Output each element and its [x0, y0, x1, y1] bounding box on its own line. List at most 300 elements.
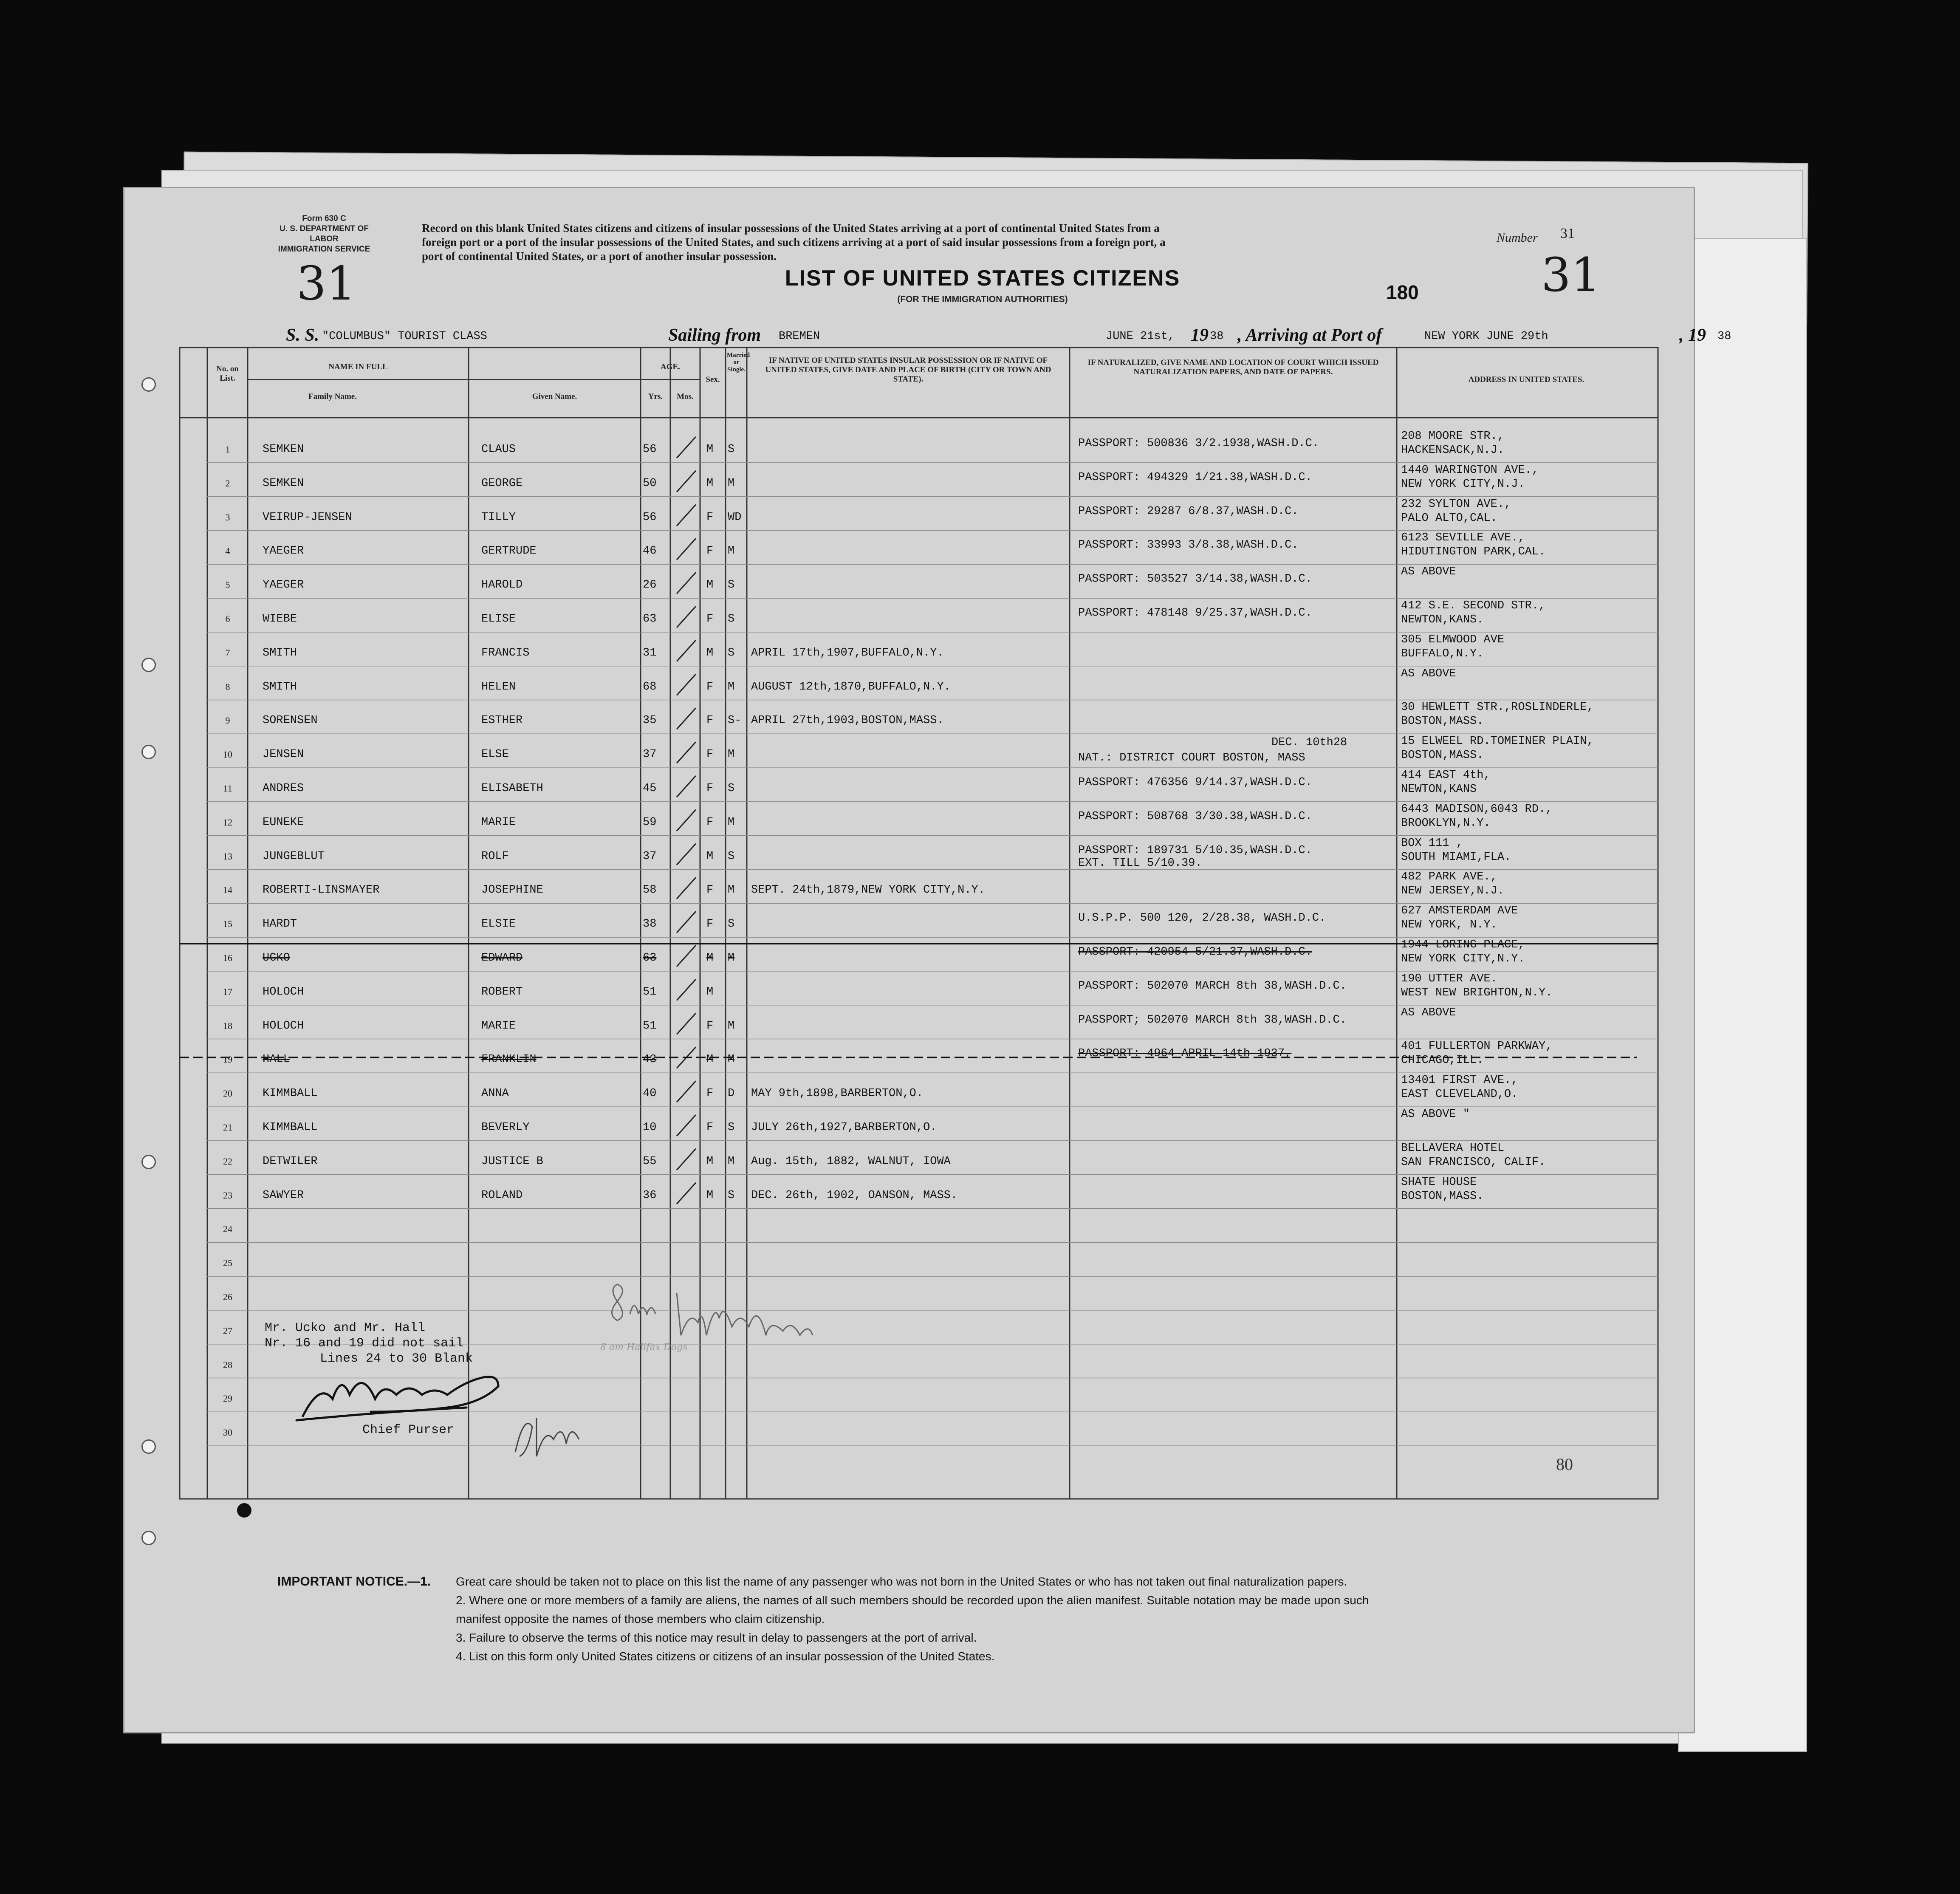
marital-status: S: [728, 918, 735, 931]
family-name: SMITH: [263, 680, 297, 693]
address-line: BOX 111 ,: [1401, 837, 1463, 850]
sailing-from-label: Sailing from: [668, 325, 761, 345]
marital-status: M: [728, 816, 735, 829]
given-name: ANNA: [481, 1087, 509, 1100]
address-line: SHATE HOUSE: [1401, 1176, 1477, 1189]
family-name: KIMMBALL: [263, 1121, 318, 1134]
row-number: 25: [223, 1258, 232, 1269]
family-name: UCKO: [263, 952, 290, 964]
address-line: 15 ELWEEL RD.TOMEINER PLAIN,: [1401, 735, 1594, 748]
family-name: HOLOCH: [263, 985, 304, 998]
row-number: 30: [223, 1427, 232, 1438]
year-prefix: 19: [1191, 325, 1209, 345]
footnote-block: [265, 1320, 473, 1366]
marital-status: S: [728, 1189, 735, 1202]
row-number: 13: [223, 851, 232, 862]
sex: M: [706, 1053, 714, 1066]
birth-info: JULY 26th,1927,BARBERTON,O.: [751, 1121, 937, 1134]
header-naturalized: IF NATURALIZED, GIVE NAME AND LOCATION OF COURT WHICH ISSUED NATURALIZATION PAPERS, AND DATE OF PAPERS.: [1087, 358, 1379, 376]
marital-status: M: [728, 545, 735, 558]
row-number: 24: [223, 1224, 232, 1235]
family-name: YAEGER: [263, 545, 304, 558]
sex: M: [706, 646, 714, 659]
passport-info: PASSPORT: 33993 3/8.38,WASH.D.C.: [1078, 539, 1299, 552]
address: [1401, 531, 1545, 559]
check-mark: [677, 1013, 696, 1035]
birth-info: AUGUST 12th,1870,BUFFALO,N.Y.: [751, 680, 951, 693]
marital-status: M: [728, 680, 735, 693]
given-name: CLAUS: [481, 443, 516, 456]
arrival-year: 38: [1717, 330, 1731, 343]
family-name: SMITH: [263, 646, 297, 659]
given-name: ELSIE: [481, 918, 516, 931]
passport-info: PASSPORT; 502070 MARCH 8th 38,WASH.D.C.: [1078, 1013, 1347, 1026]
department-name: U. S. DEPARTMENT OF LABOR: [280, 224, 369, 243]
address: [1401, 1040, 1552, 1068]
row-number: 27: [223, 1325, 232, 1336]
passport-info: U.S.P.P. 500 120, 2/28.38, WASH.D.C.: [1078, 912, 1326, 925]
given-name: ELSE: [481, 748, 509, 761]
row-number: 3: [225, 512, 230, 523]
age-years: 68: [643, 680, 657, 693]
given-name: BEVERLY: [481, 1121, 530, 1134]
given-name: TILLY: [481, 511, 516, 524]
birth-info: APRIL 27th,1903,BOSTON,MASS.: [751, 714, 944, 727]
address-line: 627 AMSTERDAM AVE: [1401, 905, 1518, 918]
row-number: 28: [223, 1359, 232, 1370]
address: [1401, 633, 1504, 661]
address: [1401, 870, 1504, 898]
row-number: 29: [223, 1393, 232, 1404]
address-line: NEW JERSEY,N.J.: [1401, 885, 1505, 898]
page-number: 80: [1556, 1455, 1573, 1474]
age-years: 10: [643, 1121, 657, 1134]
given-name: GERTRUDE: [481, 545, 537, 558]
sex: M: [706, 443, 714, 456]
family-name: SAWYER: [263, 1189, 304, 1202]
given-name: FRANCIS: [481, 646, 530, 659]
age-years: 63: [643, 952, 657, 964]
address-line: HIDUTINGTON PARK,CAL.: [1401, 546, 1546, 559]
passport-info: PASSPORT: 478148 9/25.37,WASH.D.C.: [1078, 607, 1312, 619]
age-years: 56: [643, 443, 657, 456]
passport-info: PASSPORT: 502070 MARCH 8th 38,WASH.D.C.: [1078, 979, 1347, 992]
row-number: 9: [225, 715, 230, 726]
notice-heading: IMPORTANT NOTICE.—1.: [277, 1575, 431, 1589]
marital-status: S: [728, 1121, 735, 1134]
address-line: BELLAVERA HOTEL: [1401, 1142, 1505, 1155]
family-name: HOLOCH: [263, 1019, 304, 1032]
row-number: 7: [225, 647, 230, 658]
address-line: NEW YORK CITY,N.J.: [1401, 478, 1525, 491]
sex: F: [706, 1019, 714, 1032]
document-subtitle: (FOR THE IMMIGRATION AUTHORITIES): [897, 294, 1068, 304]
row-number: 15: [223, 919, 232, 930]
footnote-line: Nr. 16 and 19 did not sail: [265, 1336, 464, 1351]
address: [1401, 938, 1525, 966]
number-value: 31: [1560, 226, 1575, 241]
arrival-port-date: NEW YORK JUNE 29th: [1424, 330, 1548, 343]
passport-info: PASSPORT: 508768 3/30.38,WASH.D.C.: [1078, 810, 1312, 823]
passport-info: PASSPORT: 189731 5/10.35,WASH.D.C.: [1078, 844, 1312, 857]
check-mark: [677, 945, 696, 967]
check-mark: [677, 776, 696, 797]
address-line: WEST NEW BRIGHTON,N.Y.: [1401, 986, 1553, 999]
ss-label: S. S.: [286, 325, 319, 345]
sex: F: [706, 714, 714, 727]
check-mark: [677, 538, 696, 560]
address-line: 13401 FIRST AVE.,: [1401, 1074, 1518, 1087]
age-years: 36: [643, 1189, 657, 1202]
header-native-birth: IF NATIVE OF UNITED STATES INSULAR POSSESSION OR IF NATIVE OF UNITED STATES, GIVE DATE AND PLACE OF BIRTH (CITY OR TOWN AND STATE).: [765, 356, 1051, 384]
age-years: 38: [643, 918, 657, 931]
header-sex: Sex.: [706, 375, 720, 384]
footnote-line: Lines 24 to 30 Blank: [320, 1351, 473, 1366]
family-name: JUNGEBLUT: [263, 850, 325, 863]
check-mark: [677, 877, 696, 899]
birth-info: DEC. 26th, 1902, OANSON, MASS.: [751, 1189, 958, 1202]
given-name: MARIE: [481, 816, 516, 829]
family-name: SORENSEN: [263, 714, 318, 727]
instructions-line: foreign port or a port of the insular possessions of the United States, and such citizens arriving at a port of said insular possessions from a foreign port, a: [422, 236, 1166, 249]
handwritten-note-text: 8 am Halifax Dogs: [600, 1342, 688, 1352]
age-years: 43: [643, 1053, 657, 1066]
notice-item: 2. Where one or more members of a family are aliens, the names of all such members should be recorded upon the alien manifest. Suitable notation may be made upon such: [456, 1594, 1369, 1607]
departure-year: 38: [1210, 330, 1224, 343]
family-name: SEMKEN: [263, 477, 304, 490]
given-name: JOSEPHINE: [481, 884, 543, 897]
address: [1401, 904, 1518, 932]
marital-status: S: [728, 646, 735, 659]
family-name: SEMKEN: [263, 443, 304, 456]
check-mark: [677, 911, 696, 933]
address-line: 412 S.E. SECOND STR.,: [1401, 599, 1546, 612]
given-name: GEORGE: [481, 477, 523, 490]
address: [1401, 972, 1552, 1000]
sex: F: [706, 816, 714, 829]
notice-item: 3. Failure to observe the terms of this notice may result in delay to passengers at the port of arrival.: [456, 1631, 977, 1644]
marital-status: S: [728, 850, 735, 863]
address: [1401, 769, 1491, 797]
sex: F: [706, 782, 714, 795]
service-name: IMMIGRATION SERVICE: [278, 245, 370, 254]
row-number: 21: [223, 1122, 232, 1133]
family-name: HALL: [263, 1053, 290, 1066]
header-family-name: Family Name.: [308, 392, 357, 401]
age-years: 63: [643, 613, 657, 625]
family-name: DETWILER: [263, 1155, 318, 1168]
address: [1401, 599, 1545, 627]
inspector-initials: [507, 1405, 592, 1465]
age-years: 46: [643, 545, 657, 558]
sex: F: [706, 918, 714, 931]
sex: F: [706, 884, 714, 897]
family-name: WIEBE: [263, 613, 297, 625]
family-name: VEIRUP-JENSEN: [263, 511, 352, 524]
address-line: BUFFALO,N.Y.: [1401, 647, 1484, 660]
marital-status: S: [728, 613, 735, 625]
address: [1401, 837, 1511, 865]
address: [1401, 1074, 1518, 1102]
address-line: NEWTON,KANS.: [1401, 613, 1484, 626]
number-label: Number: [1497, 231, 1538, 245]
age-years: 37: [643, 748, 657, 761]
departure-port: BREMEN: [779, 330, 820, 343]
header-age: AGE.: [661, 362, 680, 371]
sex: M: [706, 952, 714, 964]
sex: F: [706, 680, 714, 693]
family-name: ROBERTI-LINSMAYER: [263, 884, 380, 897]
birth-info: SEPT. 24th,1879,NEW YORK CITY,N.Y.: [751, 884, 985, 897]
address-line: BOSTON,MASS.: [1401, 715, 1484, 728]
address-line: HACKENSACK,N.J.: [1401, 444, 1505, 457]
marital-status: M: [728, 748, 735, 761]
row-number: 11: [223, 783, 232, 794]
check-mark: [677, 1081, 696, 1102]
check-mark: [677, 640, 696, 661]
address: [1401, 1108, 1470, 1122]
check-mark: [677, 1183, 696, 1204]
sex: F: [706, 1087, 714, 1100]
sex: F: [706, 511, 714, 524]
row-number: 2: [225, 478, 230, 489]
passport-info: PASSPORT: 476356 9/14.37,WASH.D.C.: [1078, 776, 1312, 789]
address-line: AS ABOVE: [1401, 667, 1456, 680]
marital-status: S: [728, 782, 735, 795]
row-number: 8: [225, 681, 230, 692]
age-years: 40: [643, 1087, 657, 1100]
marital-status: WD: [728, 511, 742, 524]
marital-status: S: [728, 579, 735, 592]
address-line: 401 FULLERTON PARKWAY,: [1401, 1040, 1553, 1053]
address: [1401, 464, 1539, 492]
check-mark: [677, 979, 696, 1001]
sex: M: [706, 477, 714, 490]
header-yrs: Yrs.: [648, 392, 663, 401]
given-name: MARIE: [481, 1019, 516, 1032]
row-number: 19: [223, 1054, 232, 1065]
purser-signature: [294, 1374, 532, 1429]
address-line: 208 MOORE STR.,: [1401, 430, 1505, 443]
address-line: 1440 WARINGTON AVE.,: [1401, 464, 1539, 477]
age-years: 50: [643, 477, 657, 490]
address: [1401, 1176, 1483, 1204]
age-years: 45: [643, 782, 657, 795]
sex: F: [706, 1121, 714, 1134]
address-line: 1944 LORING PLACE,: [1401, 939, 1525, 951]
row-number: 20: [223, 1088, 232, 1099]
address-line: 6123 SEVILLE AVE.,: [1401, 531, 1525, 545]
check-mark: [677, 674, 696, 695]
row-number: 10: [223, 749, 232, 760]
instructions-line: port of continental United States, or a port of another insular possession.: [422, 250, 777, 263]
address-line: 482 PARK AVE.,: [1401, 871, 1497, 884]
address: [1401, 1142, 1545, 1170]
address-line: 305 ELMWOOD AVE: [1401, 633, 1505, 646]
passport-info: PASSPORT: 503527 3/14.38,WASH.D.C.: [1078, 573, 1312, 586]
document-title: LIST OF UNITED STATES CITIZENS: [785, 266, 1181, 291]
row-number: 23: [223, 1190, 232, 1201]
check-mark: [677, 572, 696, 594]
notice-item: manifest opposite the names of those members who claim citizenship.: [456, 1612, 825, 1625]
row-number: 4: [225, 546, 230, 557]
address: [1401, 667, 1456, 681]
sex: M: [706, 985, 714, 998]
manifest-sheet: [123, 187, 1731, 1733]
address-line: NEW YORK, N.Y.: [1401, 919, 1497, 932]
marital-status: M: [728, 1053, 735, 1066]
check-mark: [677, 810, 696, 831]
address: [1401, 498, 1511, 526]
marital-status: M: [728, 477, 735, 490]
age-years: 55: [643, 1155, 657, 1168]
check-mark: [677, 606, 696, 628]
passport-info: NAT.: DISTRICT COURT BOSTON, MASS: [1078, 752, 1305, 765]
age-years: 31: [643, 646, 657, 659]
address-line: CHICAGO,ILL.: [1401, 1054, 1484, 1067]
passport-info: PASSPORT: 29287 6/8.37,WASH.D.C.: [1078, 505, 1299, 518]
check-mark: [677, 708, 696, 729]
passport-extra: EXT. TILL 5/10.39.: [1078, 857, 1202, 870]
sex: M: [706, 1155, 714, 1168]
age-years: 59: [643, 816, 657, 829]
family-name: JENSEN: [263, 748, 304, 761]
notice-item: 4. List on this form only United States citizens or citizens of an insular possession of the United States.: [456, 1650, 995, 1663]
given-name: ELISABETH: [481, 782, 543, 795]
sex: F: [706, 613, 714, 625]
row-number: 18: [223, 1020, 232, 1031]
row-number: 14: [223, 885, 232, 896]
given-name: EDWARD: [481, 952, 523, 964]
age-years: 56: [643, 511, 657, 524]
address-line: 190 UTTER AVE.: [1401, 972, 1497, 985]
passport-info: PASSPORT: 494329 1/21.38,WASH.D.C.: [1078, 471, 1312, 484]
address: [1401, 1006, 1456, 1020]
address-line: AS ABOVE: [1401, 565, 1456, 579]
address: [1401, 430, 1504, 458]
birth-info: MAY 9th,1898,BARBERTON,O.: [751, 1087, 924, 1100]
year-prefix: , 19: [1679, 325, 1706, 345]
row-number: 16: [223, 953, 232, 963]
row-number: 26: [223, 1292, 232, 1302]
sex: M: [706, 579, 714, 592]
check-mark: [677, 844, 696, 865]
address-line: SAN FRANCISCO, CALIF.: [1401, 1156, 1546, 1169]
sex: F: [706, 545, 714, 558]
birth-info: APRIL 17th,1907,BUFFALO,N.Y.: [751, 646, 944, 659]
address-line: AS ABOVE ": [1401, 1108, 1470, 1121]
check-mark: [677, 1149, 696, 1170]
marital-status: S-: [728, 714, 742, 727]
family-name: ANDRES: [263, 782, 304, 795]
address-line: BOSTON,MASS.: [1401, 1190, 1484, 1203]
check-mark: [677, 471, 696, 492]
address-line: BOSTON,MASS.: [1401, 749, 1484, 762]
check-mark: [677, 437, 696, 458]
check-mark: [677, 742, 696, 763]
departure-date: JUNE 21st,: [1106, 330, 1175, 343]
header-address: ADDRESS IN UNITED STATES.: [1468, 375, 1584, 384]
address: [1401, 803, 1552, 831]
notice-item: Great care should be taken not to place on this list the name of any passenger who was not born in the United States or who has not taken out final naturalization papers.: [456, 1575, 1347, 1588]
check-mark: [677, 1115, 696, 1136]
given-name: ROLF: [481, 850, 509, 863]
header-married-single: Married or Single.: [727, 352, 750, 373]
marital-status: M: [728, 884, 735, 897]
address-line: AS ABOVE: [1401, 1006, 1456, 1019]
header-mos: Mos.: [677, 392, 694, 401]
given-name: HELEN: [481, 680, 516, 693]
family-name: KIMMBALL: [263, 1087, 318, 1100]
address: [1401, 565, 1456, 579]
given-name: FRANKLIN: [481, 1053, 537, 1066]
address: [1401, 735, 1594, 763]
arriving-label: , Arriving at Port of: [1237, 325, 1382, 345]
marital-status: S: [728, 443, 735, 456]
row-number: 17: [223, 986, 232, 997]
passport-info: PASSPORT: 500836 3/2.1938,WASH.D.C.: [1078, 437, 1319, 450]
sex: M: [706, 1189, 714, 1202]
address-line: BROOKLYN,N.Y.: [1401, 817, 1491, 830]
page-code: 180: [1386, 281, 1419, 303]
family-name: EUNEKE: [263, 816, 304, 829]
family-name: HARDT: [263, 918, 297, 931]
marital-status: D: [728, 1087, 735, 1100]
instructions-line: Record on this blank United States citizens and citizens of insular possessions of the United States arriving at a port of continental United States from a: [422, 222, 1160, 235]
address-line: 30 HEWLETT STR.,ROSLINDERLE,: [1401, 701, 1594, 714]
age-years: 51: [643, 985, 657, 998]
row-number: 6: [225, 613, 230, 624]
age-years: 37: [643, 850, 657, 863]
given-name: HAROLD: [481, 579, 523, 592]
birth-info: Aug. 15th, 1882, WALNUT, IOWA: [751, 1155, 951, 1168]
form-number: Form 630 C: [302, 214, 346, 223]
header-name-in-full: NAME IN FULL: [328, 362, 388, 371]
footnote-line: Mr. Ucko and Mr. Hall: [265, 1321, 426, 1335]
check-mark: [677, 505, 696, 526]
row-number: 1: [225, 444, 230, 455]
address-line: SOUTH MIAMI,FLA.: [1401, 851, 1511, 864]
stamp-number-right: 31: [1541, 248, 1601, 302]
sex: M: [706, 850, 714, 863]
handwritten-annotation: [600, 1276, 898, 1352]
stamp-number-left: 31: [297, 256, 356, 311]
marital-status: M: [728, 1019, 735, 1032]
passport-extra: DEC. 10th28: [1271, 736, 1347, 749]
given-name: ROBERT: [481, 985, 523, 998]
marital-status: M: [728, 1155, 735, 1168]
given-name: ROLAND: [481, 1189, 523, 1202]
age-years: 51: [643, 1019, 657, 1032]
row-number: 22: [223, 1156, 232, 1167]
ship-name: "COLUMBUS" TOURIST CLASS: [322, 330, 487, 343]
header-given-name: Given Name.: [532, 392, 577, 401]
passport-info: PASSPORT: 420954 5/21.37,WASH.D.C.: [1078, 946, 1312, 958]
age-years: 26: [643, 579, 657, 592]
sex: F: [706, 748, 714, 761]
address-line: PALO ALTO,CAL.: [1401, 512, 1497, 525]
address-line: NEWTON,KANS: [1401, 783, 1477, 796]
stacked-page: [1678, 238, 1807, 1752]
row-number: 5: [225, 580, 230, 591]
family-name: YAEGER: [263, 579, 304, 592]
passport-info: PASSPORT: 4964 APRIL 14th 1937,: [1078, 1047, 1292, 1060]
address-line: EAST CLEVELAND,O.: [1401, 1088, 1518, 1101]
row-number: 12: [223, 817, 232, 828]
header-no: No. on List.: [216, 365, 239, 383]
age-years: 58: [643, 884, 657, 897]
address: [1401, 701, 1594, 729]
